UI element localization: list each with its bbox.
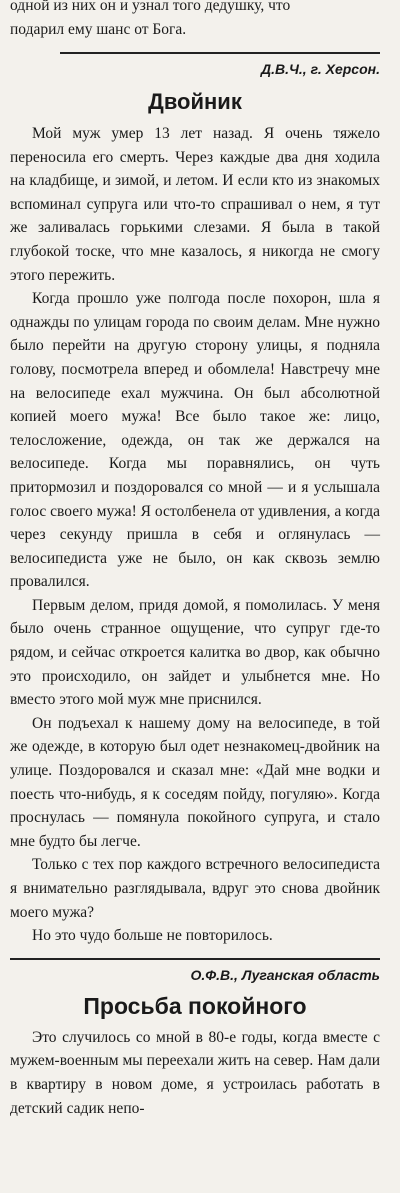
story-body xyxy=(10,1026,380,1120)
story-paragraph: Когда прошло уже полгода после похорон, шла я однажды по улицам города по своим делам. Мне нужно было перейти на другую сторону улицы, я подняла голову, посмотрела вперед и обомлела! Навстречу мне на велосипеде ехал мужчина. Он был абсолютной копией моего мужа! Все было такое же: лицо, телосложение, одежда, он так же держался на велосипеде. Когда мы поравнялись, он чуть притормозил и поздоровался со мной — и я услышала голос своего мужа! Я остолбенела от удивления, а когда через секунду пришла в себя и оглянулась — велосипедиста уже не было, он как сквозь землю провалился. xyxy=(10,290,380,591)
story-paragraph: Он подъехал к нашему дому на велосипеде, в той же одежде, в которую был одет незнакомец-двойник на улице. Поздоровался и сказал мне: «Дай мне водки и поесть что-нибудь, я к соседям пойду, погуляю». Когда проснулась — помянула покойного супруга, и стало мне будто бы легче. xyxy=(10,714,380,850)
previous-story-fragment xyxy=(10,0,380,42)
fragment-line: одной из них он и узнал того дедушку, что xyxy=(10,0,291,14)
story-signature: О.Ф.В., Луганская область xyxy=(190,966,380,983)
story-paragraph: Мой муж умер 13 лет назад. Я очень тяжело переносила его смерть. Через каждые два дня ходила на кладбище, и зимой, и летом. И если кто из знакомых вспоминал супруга или что-то спрашивал о нем, я тут же заливалась горькими слезами. Я была в такой глубокой тоске, что мне казалось, я никогда не смогу этого пережить. xyxy=(10,125,380,284)
story-title: Просьба покойного xyxy=(83,992,307,1019)
story-paragraph: Это случилось со мной в 80-е годы, когда вместе с мужем-военным мы переехали жить на север. Нам дали в квартиру в новом доме, я устроилась работать в детский садик непо- xyxy=(10,1028,380,1117)
story-title: Двойник xyxy=(148,89,242,114)
story-paragraph: Первым делом, придя домой, я помолилась. У меня было очень странное ощущение, что супруг где-то рядом, и сейчас откроется калитка во двор, как обычно это происходило, он зайдет и улыбнется мне. Но вместо этого мой муж мне приснился. xyxy=(10,596,380,709)
story-paragraph: Только с тех пор каждого встречного велосипедиста я внимательно разглядывала, вдруг это снова двойник моего мужа? xyxy=(10,856,380,921)
divider-rule xyxy=(60,52,380,54)
story-paragraph: Но это чудо больше не повторилось. xyxy=(32,927,273,945)
story-signature: Д.В.Ч., г. Херсон. xyxy=(260,61,380,77)
fragment-line: подарил ему шанс от Бога. xyxy=(10,21,187,38)
story-body xyxy=(10,122,380,948)
divider-rule xyxy=(10,958,380,960)
